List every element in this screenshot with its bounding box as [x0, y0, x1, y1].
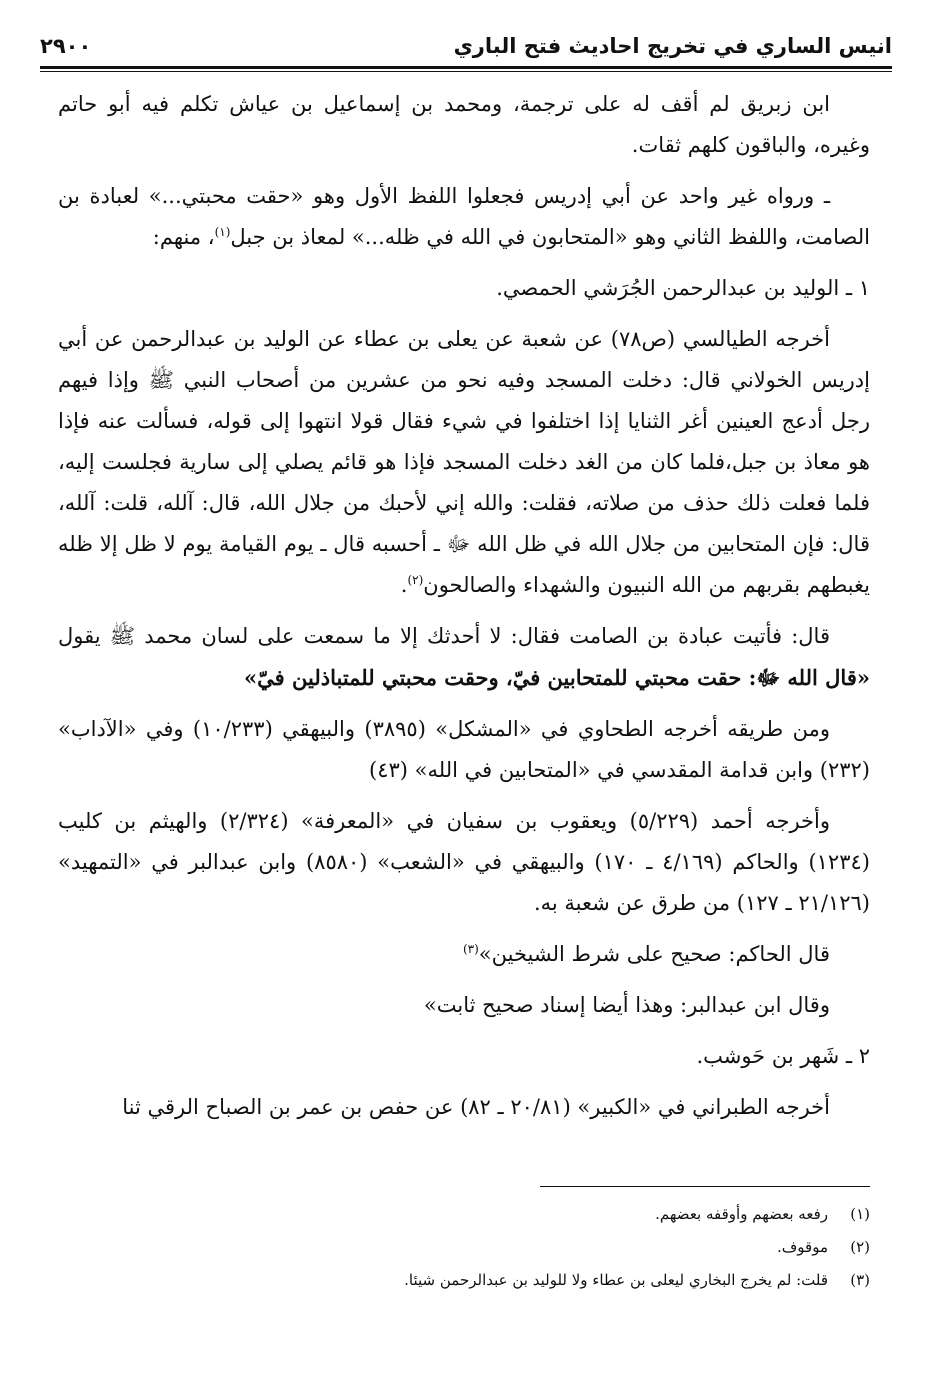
- footnote-text: رفعه بعضهم وأوقفه بعضهم.: [655, 1205, 828, 1223]
- paragraph-6: وأخرجه أحمد (٥/٢٢٩) ويعقوب بن سفيان في «المعرفة» (٢/٣٢٤) والهيثم بن كليب (١٢٣٤) والحاكم (٤/١٦٩ ـ ١٧٠) والبيهقي في «الشعب» (٨٥٨٠) وابن عبدالبر في «التمهيد» (٢١/١٢٦ ـ ١٢٧) من طرق عن شعبة به.: [58, 809, 870, 915]
- page-header: [40, 26, 892, 66]
- paragraph-3: [58, 319, 870, 606]
- footnote-text: موقوف.: [776, 1238, 828, 1256]
- hadith-quote: «قال الله ﷻ: حقت محبتي للمتحابين فيّ، وحقت محبتي للمتباذلين فيّ»: [244, 665, 870, 690]
- footnote-number: (٢): [850, 1238, 870, 1256]
- footnotes: [58, 1198, 870, 1297]
- list-item-2: ٢ ـ شَهر بن حَوشب.: [696, 1044, 870, 1068]
- paragraph-7: [58, 934, 870, 975]
- footnote-number: (١): [850, 1205, 870, 1223]
- footnote-separator: [540, 1186, 870, 1187]
- paragraph-3-end: .: [400, 573, 408, 597]
- paragraph-2: [58, 176, 870, 258]
- paragraph-1: ابن زبريق لم أقف له على ترجمة، ومحمد بن إسماعيل بن عياش تكلم فيه أبو حاتم وغيره، والباقون كلهم ثقات.: [58, 92, 870, 157]
- footnote-ref-3[interactable]: (٣): [462, 942, 479, 956]
- footnote-ref-2[interactable]: (٢): [407, 573, 424, 587]
- footnote-ref-1[interactable]: (١): [214, 225, 231, 239]
- paragraph-9: أخرجه الطبراني في «الكبير» (٢٠/٨١ ـ ٨٢) عن حفص بن عمر بن الصباح الرقي ثنا: [122, 1095, 830, 1119]
- paragraph-8: وقال ابن عبدالبر: وهذا أيضا إسناد صحيح ثابت»: [423, 993, 830, 1017]
- header-rule-thin: [40, 71, 892, 72]
- footnote-3: [58, 1264, 870, 1297]
- paragraph-5: ومن طريقه أخرجه الطحاوي في «المشكل» (٣٨٩٥) والبيهقي (١٠/٢٣٣) وفي «الآداب» (٢٣٢) وابن قدامة المقدسي في «المتحابين في الله» (٤٣): [58, 717, 870, 782]
- paragraph-2-end: ، منهم:: [152, 225, 215, 249]
- footnote-number: (٣): [850, 1271, 870, 1289]
- footnote-text: قلت: لم يخرج البخاري ليعلى بن عطاء ولا للوليد بن عبدالرحمن شيئا.: [404, 1271, 828, 1289]
- paragraph-7-text: قال الحاكم: صحيح على شرط الشيخين»: [478, 942, 830, 966]
- paragraph-4-text: قال: فأتيت عبادة بن الصامت فقال: لا أحدثك إلا ما سمعت على لسان محمد ﷺ يقول: [58, 624, 830, 648]
- header-rule: [40, 66, 892, 69]
- footnote-2: [58, 1231, 870, 1264]
- list-item-1: ١ ـ الوليد بن عبدالرحمن الجُرَشي الحمصي.: [496, 276, 870, 300]
- book-title: انيس الساري في تخريج احاديث فتح الباري: [453, 34, 892, 58]
- paragraph-3-text: أخرجه الطيالسي (ص٧٨) عن شعبة عن يعلى بن عطاء عن الوليد بن عبدالرحمن عن أبي إدريس الخولاني قال: دخلت المسجد وفيه نحو من عشرين من أصحاب النبي ﷺ وإذا فيهم رجل أدعج العينين أغر الثنايا إذا اختلفوا في شيء فقال قولا انتهوا إلى قوله، فسألت عنه فإذا هو معاذ بن جبل،فلما كان من الغد دخلت المسجد فإذا هو قائم يصلي إلى سارية فجلست إليه، فلما فعلت ذلك حذف من صلاته، فقلت: والله إني لأحبك من جلال الله، قال: آلله، قلت: آلله، قال: فإن المتحابين من جلال الله في ظل الله ﷻ ـ أحسبه قال ـ يوم القيامة يوم لا ظل إلا ظله يغبطهم بقربهم من الله النبيون والشهداء والصالحون: [58, 327, 870, 597]
- footnote-1: [58, 1198, 870, 1231]
- paragraph-4: [58, 616, 870, 699]
- main-text: [58, 84, 870, 1138]
- paragraph-2-text: ـ ورواه غير واحد عن أبي إدريس فجعلوا اللفظ الأول وهو «حقت محبتي...» لعبادة بن الصامت، واللفظ الثاني وهو «المتحابون في الله في ظله...» لمعاذ بن جبل: [58, 184, 870, 249]
- page-number: ٢٩٠٠: [40, 34, 92, 58]
